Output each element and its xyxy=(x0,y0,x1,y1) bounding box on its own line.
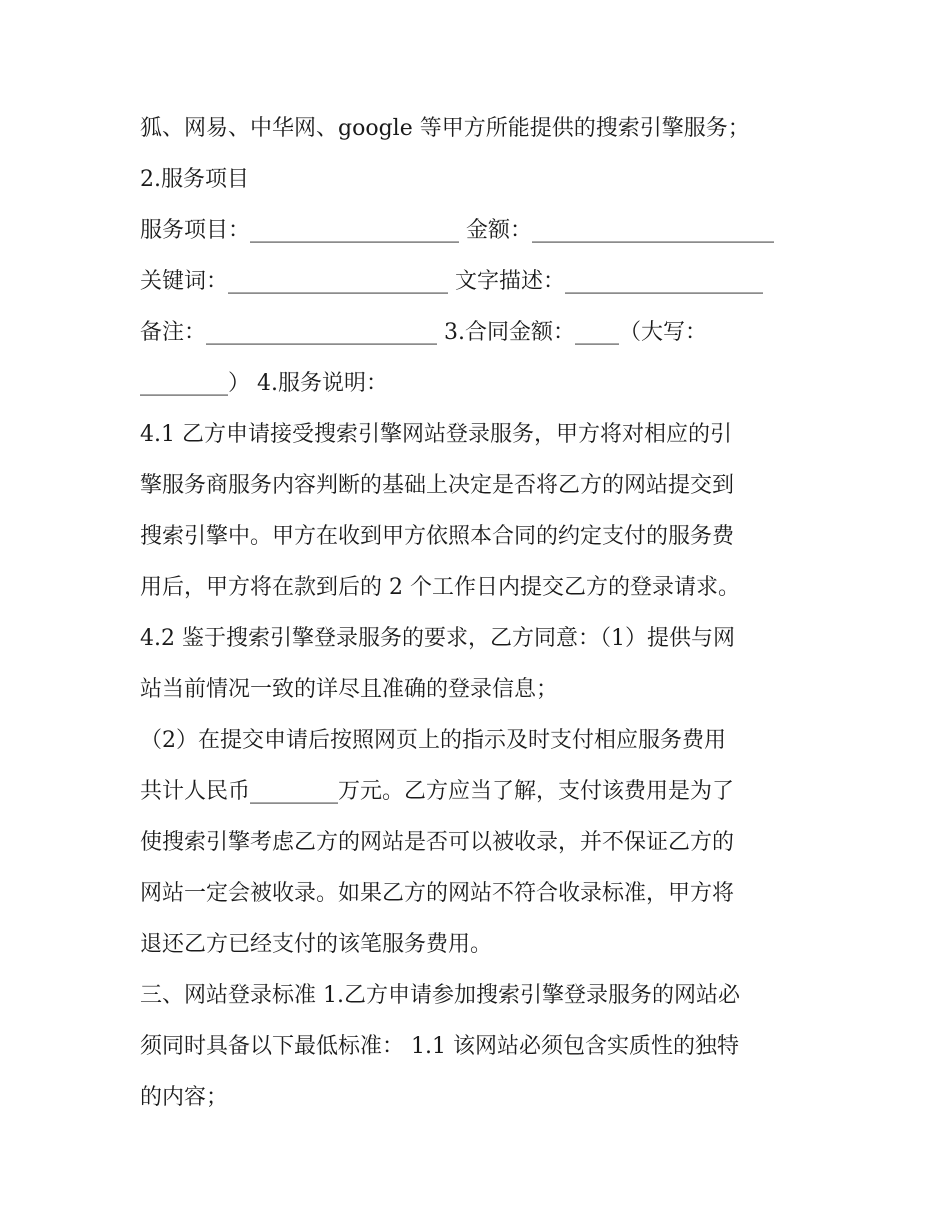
text-line: 关键词：____________________ 文字描述：__________________ xyxy=(140,269,763,294)
text-line: 共计人民币________万元。乙方应当了解，支付该费用是为了 xyxy=(140,779,735,804)
text-line: 备注：_____________________ 3.合同金额：____（大写： xyxy=(140,320,707,345)
section-heading: 2.服务项目 xyxy=(140,167,249,192)
text-line: 使搜索引擎考虑乙方的网站是否可以被收录，并不保证乙方的 xyxy=(140,830,735,855)
text-line: 4.2 鉴于搜索引擎登录服务的要求，乙方同意：（1）提供与网 xyxy=(140,626,735,651)
text-line: 的内容； xyxy=(140,1085,229,1110)
text-line: 退还乙方已经支付的该笔服务费用。 xyxy=(140,932,493,957)
text-line: 须同时具备以下最低标准： 1.1 该网站必须包含实质性的独特 xyxy=(140,1034,739,1059)
text-line: 网站一定会被收录。如果乙方的网站不符合收录标准，甲方将 xyxy=(140,881,735,906)
text-line: 狐、网易、中华网、google 等甲方所能提供的搜索引擎服务； xyxy=(140,116,750,141)
text-line: 三、网站登录标准 1.乙方申请参加搜索引擎登录服务的网站必 xyxy=(140,983,740,1008)
text-line: 搜索引擎中。甲方在收到甲方依照本合同的约定支付的服务费 xyxy=(140,524,735,549)
text-line: （2）在提交申请后按照网页上的指示及时支付相应服务费用 xyxy=(140,728,726,753)
text-line: 4.1 乙方申请接受搜索引擎网站登录服务，甲方将对相应的引 xyxy=(140,422,732,447)
text-line: 站当前情况一致的详尽且准确的登录信息； xyxy=(140,677,559,702)
text-line: 用后，甲方将在款到后的 2 个工作日内提交乙方的登录请求。 xyxy=(140,575,740,600)
text-line: 服务项目：___________________ 金额：______________________ xyxy=(140,218,774,243)
text-line: 擎服务商服务内容判断的基础上决定是否将乙方的网站提交到 xyxy=(140,473,735,498)
text-line: ________） 4.服务说明： xyxy=(140,371,388,396)
